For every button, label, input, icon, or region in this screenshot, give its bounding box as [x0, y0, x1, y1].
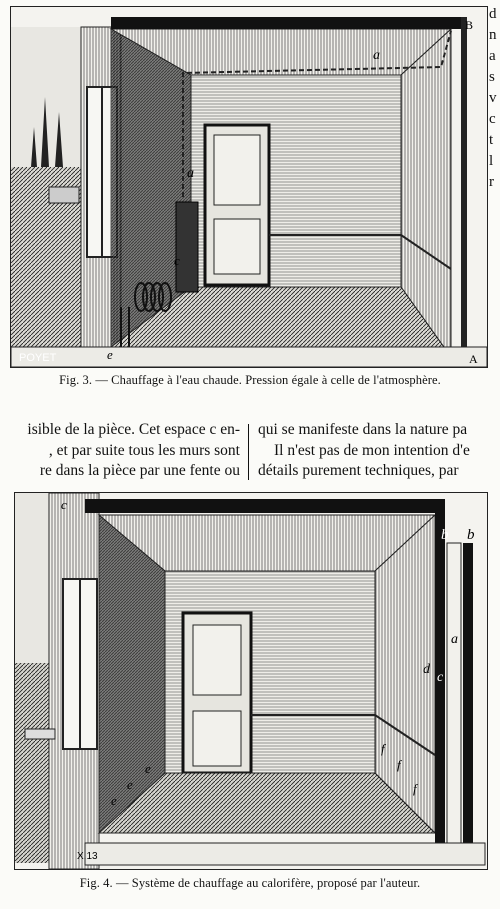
edge-letter: n — [489, 27, 497, 43]
label-d: d — [423, 662, 430, 677]
text-line: , et par suite tous les murs sont — [48, 441, 240, 459]
label-f2: f — [397, 757, 401, 772]
edge-letter: r — [489, 174, 494, 190]
figure-3-caption: Fig. 3. — Chauffage à l'eau chaude. Pression égale à celle de l'atmosphère. — [59, 373, 441, 387]
label-e: e — [107, 347, 113, 362]
label-e1: e — [145, 761, 151, 776]
edge-letter: d — [489, 6, 497, 22]
edge-letter: v — [489, 90, 497, 106]
figure-3-engraving — [11, 7, 487, 367]
figure-4-engraving — [15, 493, 487, 869]
label-c: c — [174, 253, 180, 268]
figure-4-caption: Fig. 4. — Système de chauffage au calorifère, proposé par l'auteur. — [79, 876, 421, 890]
cut-off-text-column — [489, 4, 497, 193]
label-a: a — [451, 632, 458, 647]
edge-letter: c — [489, 111, 496, 127]
label-B: B — [465, 18, 474, 32]
label-f1: f — [381, 741, 385, 756]
label-b2: b — [467, 527, 475, 543]
label-A: A — [469, 352, 478, 366]
label-f3: f — [413, 781, 417, 796]
edge-letter: a — [489, 48, 496, 64]
text-column-left — [0, 420, 240, 482]
label-a-top: a — [373, 48, 380, 63]
column-divider — [248, 424, 249, 480]
figure-4-illustration — [14, 492, 488, 870]
text-line: qui se manifeste dans la nature pa — [258, 421, 468, 438]
text-line: détails purement techniques, par — [258, 462, 459, 479]
label-b1: b — [441, 527, 449, 543]
text-line: Il n'est pas de mon intention d'e — [274, 441, 470, 459]
engraver-signature: POYET — [19, 352, 57, 364]
edge-letter: l — [489, 153, 494, 169]
label-c-left: c — [61, 497, 67, 512]
text-column-right — [258, 420, 500, 482]
figure-3-illustration — [10, 6, 488, 368]
text-line: re dans la pièce par une fente ou — [39, 462, 240, 479]
label-e3: e — [111, 793, 117, 808]
edge-letter: t — [489, 132, 494, 148]
label-c-right: c — [437, 670, 444, 685]
edge-letter: s — [489, 69, 495, 85]
text-line: isible de la pièce. Cet espace c en- — [27, 421, 240, 438]
label-a-pipe: a — [187, 166, 194, 181]
engraver-signature: X.13 — [77, 851, 98, 862]
label-e2: e — [127, 777, 133, 792]
